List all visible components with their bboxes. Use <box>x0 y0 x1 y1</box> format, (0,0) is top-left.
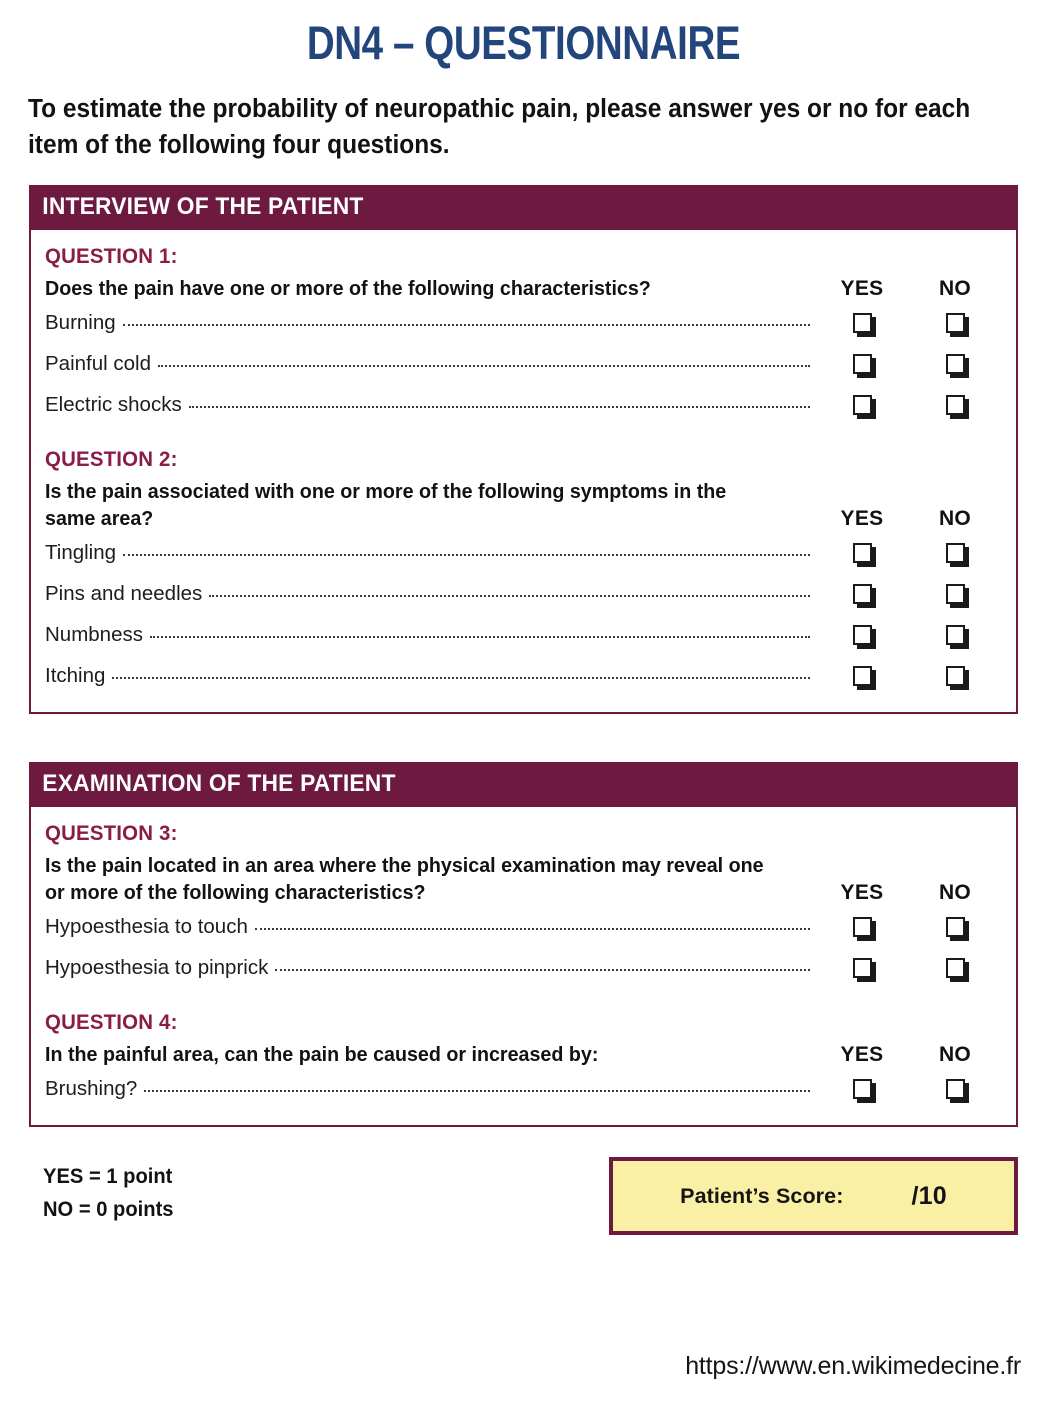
question-2-label: QUESTION 2: <box>45 447 178 472</box>
question-2-no-column-header: NO <box>938 507 972 531</box>
checkbox-no-itching[interactable] <box>946 666 965 686</box>
question-4-no-column-header: NO <box>938 1043 972 1067</box>
question-3-label: QUESTION 3: <box>45 821 178 846</box>
source-url: https://www.en.wikimedecine.fr <box>685 1352 1021 1380</box>
checkbox-yes-itching[interactable] <box>853 666 872 686</box>
yes-points-legend: YES = 1 point <box>43 1165 173 1189</box>
item-row <box>45 655 1002 696</box>
question-1-label: QUESTION 1: <box>45 244 178 269</box>
footer-area <box>29 1157 1018 1235</box>
question-3-yes-column-header: YES <box>840 881 884 905</box>
yes-checkbox-cell[interactable] <box>816 354 908 374</box>
item-label-wrap <box>45 352 816 376</box>
dotted-leader <box>150 635 810 638</box>
question-4-prompt: In the painful area, can the pain be caused or increased by: <box>45 1043 599 1067</box>
dotted-leader <box>209 594 810 597</box>
item-label-wrap <box>45 393 816 417</box>
dotted-leader <box>123 553 810 556</box>
item-label: Hypoesthesia to touch <box>45 914 248 938</box>
checkbox-no-burning[interactable] <box>946 313 965 333</box>
no-checkbox-cell[interactable] <box>908 313 1002 333</box>
item-row <box>45 947 1002 988</box>
item-row <box>45 573 1002 614</box>
section-interview <box>29 185 1018 714</box>
checkbox-yes-burning[interactable] <box>853 313 872 333</box>
item-label: Electric shocks <box>45 392 182 416</box>
patient-score-label: Patient’s Score: <box>680 1183 844 1208</box>
item-label: Painful cold <box>45 351 151 375</box>
checkbox-yes-hypoesthesia-to-touch[interactable] <box>853 917 872 937</box>
dotted-leader <box>144 1089 810 1092</box>
question-3-block <box>45 821 1002 988</box>
item-row <box>45 343 1002 384</box>
yes-checkbox-cell[interactable] <box>816 1079 908 1099</box>
yes-checkbox-cell[interactable] <box>816 917 908 937</box>
dotted-leader <box>189 405 810 408</box>
question-4-block <box>45 1010 1002 1109</box>
item-label-wrap <box>45 541 816 565</box>
checkbox-no-tingling[interactable] <box>946 543 965 563</box>
dotted-leader <box>275 968 810 971</box>
no-points-legend: NO = 0 points <box>43 1197 174 1221</box>
item-label-wrap <box>45 956 816 980</box>
dotted-leader <box>112 676 810 679</box>
page-title: DN4 – QUESTIONNAIRE <box>306 16 741 69</box>
item-row <box>45 906 1002 947</box>
question-4-yes-column-header: YES <box>840 1043 884 1067</box>
no-checkbox-cell[interactable] <box>908 958 1002 978</box>
section-interview-body <box>29 230 1018 714</box>
item-row <box>45 1068 1002 1109</box>
yes-checkbox-cell[interactable] <box>816 543 908 563</box>
yes-checkbox-cell[interactable] <box>816 625 908 645</box>
question-4-head-row <box>45 1041 1002 1068</box>
question-2-head-row <box>45 478 1002 532</box>
no-checkbox-cell[interactable] <box>908 625 1002 645</box>
question-1-prompt: Does the pain have one or more of the following characteristics? <box>45 277 651 301</box>
dotted-leader <box>123 323 810 326</box>
no-checkbox-cell[interactable] <box>908 666 1002 686</box>
checkbox-no-painful-cold[interactable] <box>946 354 965 374</box>
question-2-yes-column-header: YES <box>840 507 884 531</box>
patient-score-inner <box>680 1182 947 1211</box>
section-interview-title: INTERVIEW OF THE PATIENT <box>29 185 1018 230</box>
dotted-leader <box>255 927 810 930</box>
checkbox-no-electric-shocks[interactable] <box>946 395 965 415</box>
section-interview-header-bar <box>29 185 1018 230</box>
dotted-leader <box>158 364 810 367</box>
item-label: Itching <box>45 663 106 687</box>
question-2-block <box>45 447 1002 696</box>
yes-checkbox-cell[interactable] <box>816 958 908 978</box>
item-label: Burning <box>45 310 116 334</box>
no-checkbox-cell[interactable] <box>908 395 1002 415</box>
checkbox-yes-hypoesthesia-to-pinprick[interactable] <box>853 958 872 978</box>
item-label-wrap <box>45 582 816 606</box>
question-1-block <box>45 244 1002 425</box>
item-row <box>45 614 1002 655</box>
item-label: Tingling <box>45 540 117 564</box>
yes-checkbox-cell[interactable] <box>816 395 908 415</box>
checkbox-no-brushing[interactable] <box>946 1079 965 1099</box>
question-3-no-column-header: NO <box>938 881 972 905</box>
yes-checkbox-cell[interactable] <box>816 313 908 333</box>
section-examination-body <box>29 807 1018 1127</box>
checkbox-no-hypoesthesia-to-pinprick[interactable] <box>946 958 965 978</box>
checkbox-yes-electric-shocks[interactable] <box>853 395 872 415</box>
item-label-wrap <box>45 623 816 647</box>
checkbox-yes-pins-and-needles[interactable] <box>853 584 872 604</box>
no-checkbox-cell[interactable] <box>908 917 1002 937</box>
item-label: Pins and needles <box>45 581 203 605</box>
no-checkbox-cell[interactable] <box>908 543 1002 563</box>
question-2-prompt: Is the pain associated with one or more of the following symptoms in the same area? <box>45 480 727 531</box>
item-row <box>45 532 1002 573</box>
question-1-no-column-header: NO <box>938 277 972 301</box>
checkbox-yes-painful-cold[interactable] <box>853 354 872 374</box>
no-checkbox-cell[interactable] <box>908 584 1002 604</box>
item-label-wrap <box>45 1077 816 1101</box>
checkbox-no-pins-and-needles[interactable] <box>946 584 965 604</box>
item-label: Numbness <box>45 622 143 646</box>
checkbox-yes-numbness[interactable] <box>853 625 872 645</box>
section-examination-header-bar <box>29 762 1018 807</box>
no-checkbox-cell[interactable] <box>908 354 1002 374</box>
item-label: Hypoesthesia to pinprick <box>45 955 269 979</box>
checkbox-no-hypoesthesia-to-touch[interactable] <box>946 917 965 937</box>
question-1-head-row <box>45 275 1002 302</box>
item-label-wrap <box>45 311 816 335</box>
section-examination-title: EXAMINATION OF THE PATIENT <box>29 762 1018 807</box>
question-3-head-row <box>45 852 1002 906</box>
question-3-prompt: Is the pain located in an area where the physical examination may reveal one or more of the following characteristics? <box>45 854 764 905</box>
question-1-yes-column-header: YES <box>840 277 884 301</box>
scoring-legend <box>29 1157 179 1226</box>
item-label-wrap <box>45 664 816 688</box>
yes-checkbox-cell[interactable] <box>816 584 908 604</box>
yes-checkbox-cell[interactable] <box>816 666 908 686</box>
no-checkbox-cell[interactable] <box>908 1079 1002 1099</box>
item-label: Brushing? <box>45 1076 138 1100</box>
item-label-wrap <box>45 915 816 939</box>
checkbox-no-numbness[interactable] <box>946 625 965 645</box>
checkbox-yes-tingling[interactable] <box>853 543 872 563</box>
intro-instructions: To estimate the probability of neuropathic pain, please answer yes or no for each item of the following four questions. <box>28 94 971 159</box>
section-examination <box>29 762 1018 1127</box>
item-row <box>45 302 1002 343</box>
item-row <box>45 384 1002 425</box>
patient-score-value: /10 <box>911 1181 947 1210</box>
checkbox-yes-brushing[interactable] <box>853 1079 872 1099</box>
patient-score-box[interactable] <box>609 1157 1018 1235</box>
question-4-label: QUESTION 4: <box>45 1010 178 1035</box>
